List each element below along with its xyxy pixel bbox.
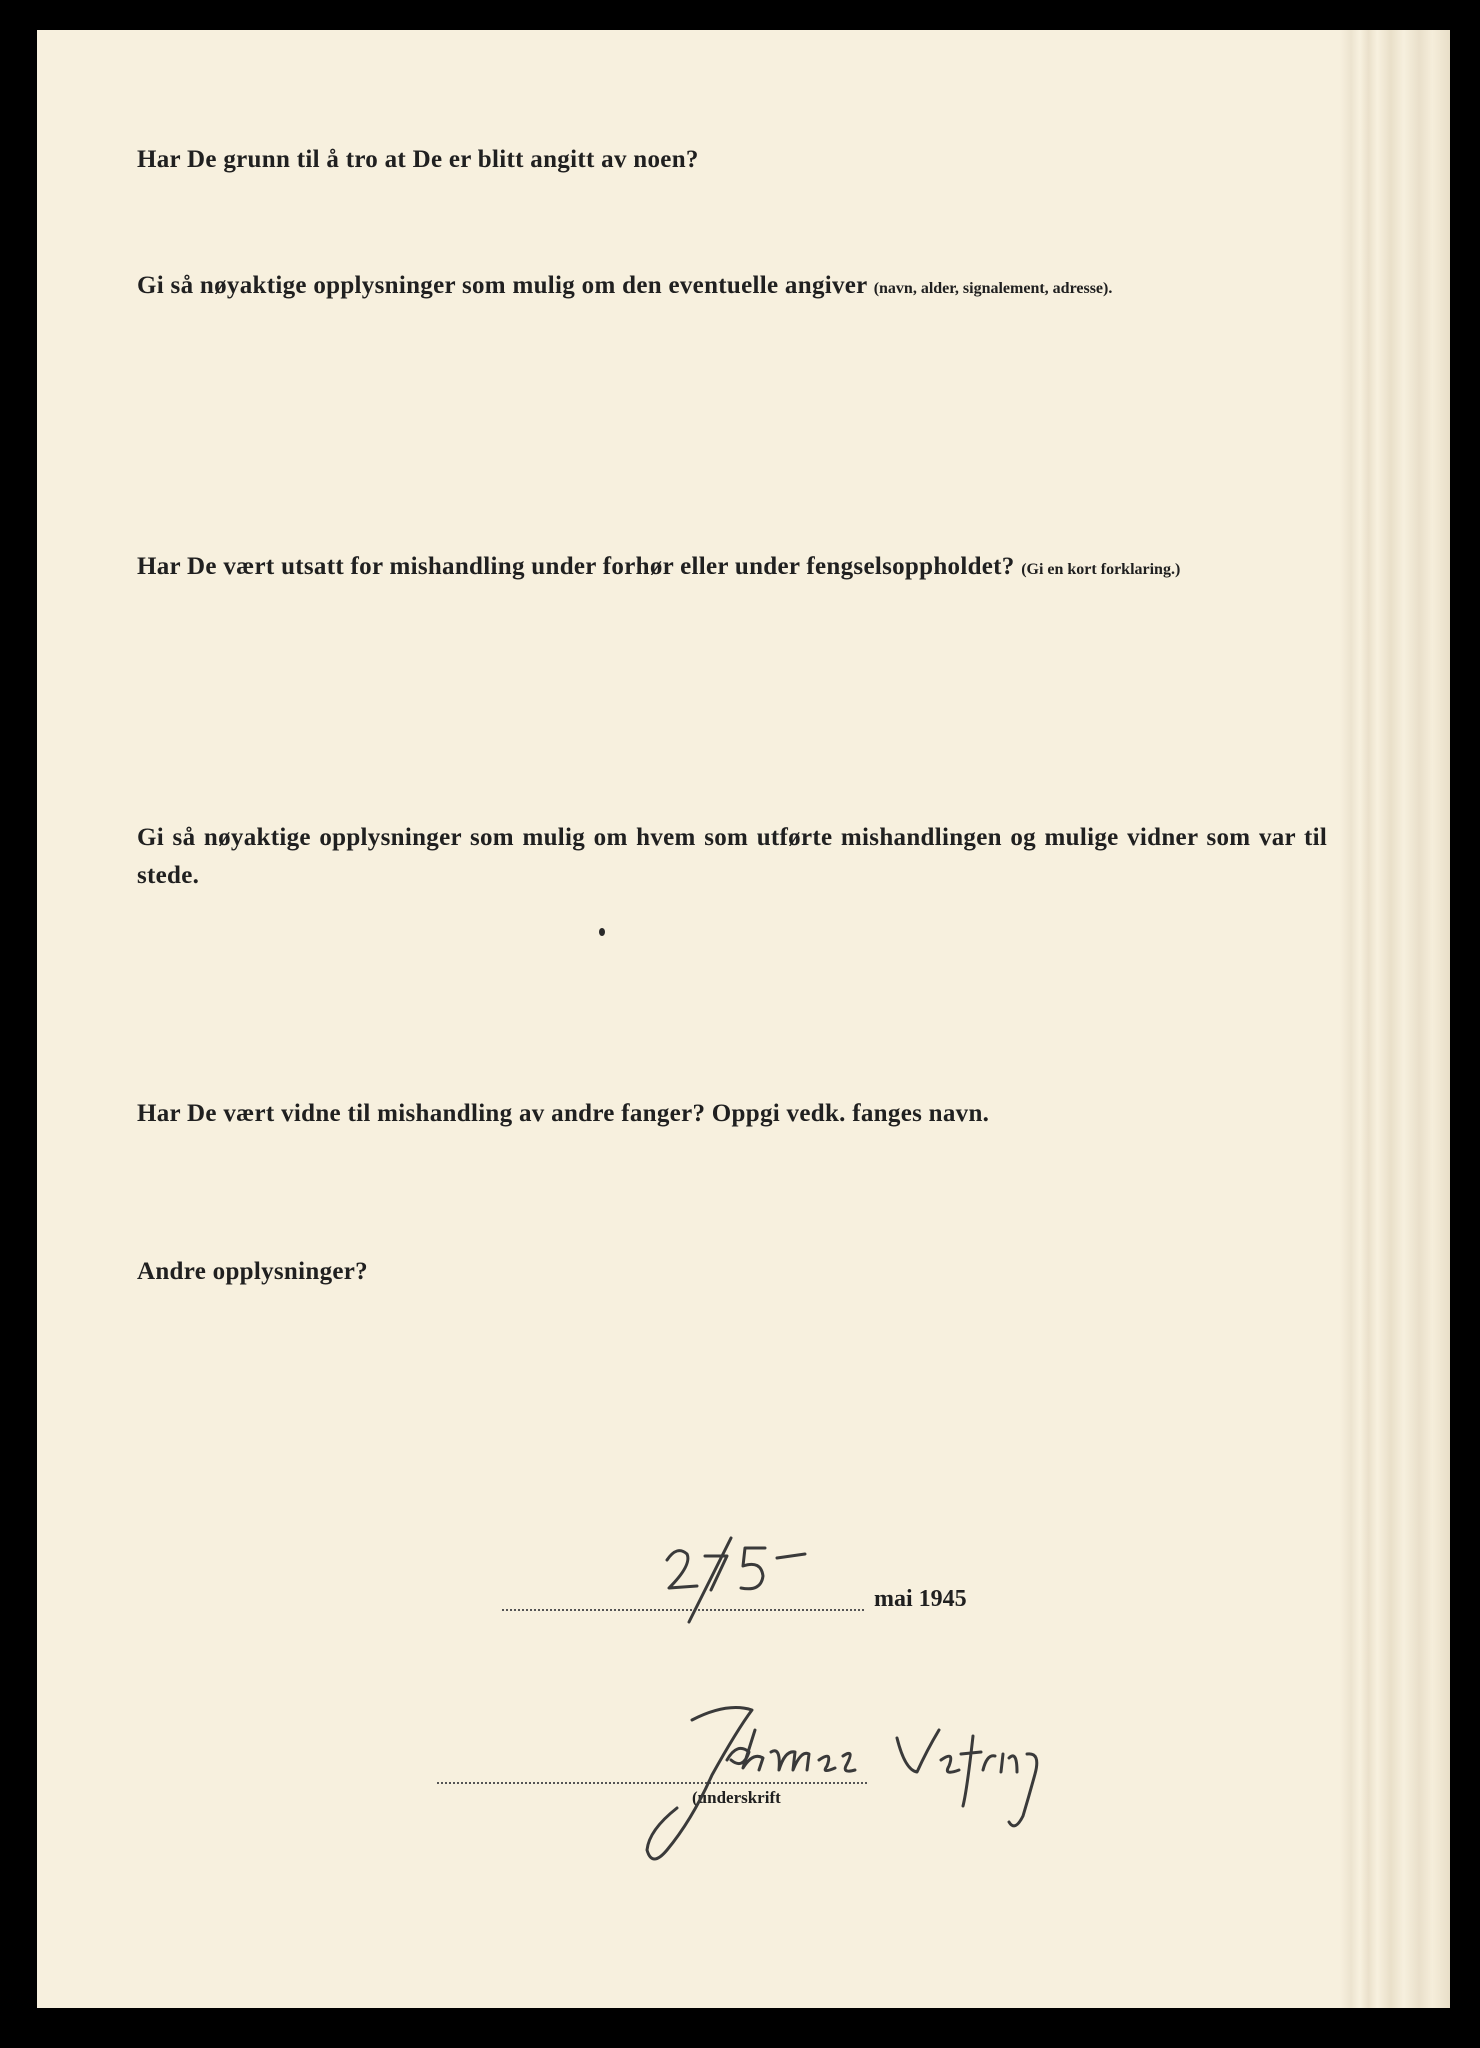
question-informer-note: (navn, alder, signalement, adresse). [873, 280, 1113, 297]
question-perpetrators: Gi så nøyaktige opplysninger som mulig om hvem som utførte mishandlingen og mulige vidner som var til stede. [137, 824, 1328, 889]
question-mistreatment [137, 553, 1180, 581]
signature-dotted-line [437, 1758, 867, 1784]
handwriting-layer [37, 30, 1450, 2008]
question-mistreatment-note: (Gi en kort forklaring.) [1021, 561, 1181, 578]
question-other-info: Andre opplysninger? [137, 1258, 368, 1285]
date-dotted-line [502, 1585, 864, 1611]
date-line [502, 1585, 967, 1611]
form-page [37, 30, 1450, 2008]
signature-label: (underskrift [692, 1788, 781, 1807]
date-digit-2 [667, 1551, 697, 1588]
question-mistreatment-text: Har De vært utsatt for mishandling under forhør eller under fengselsoppholdet? [137, 553, 1015, 580]
signature-surname [941, 1736, 1037, 1826]
date-printed-label: mai 1945 [874, 1586, 967, 1612]
signature-initial-v [897, 1730, 939, 1772]
date-digit-5 [741, 1548, 765, 1589]
ink-speck [599, 928, 605, 936]
question-witness: Har De vært vidne til mishandling av andre fanger? Oppgi vedk. fanges navn. [137, 1100, 990, 1127]
question-denounced: Har De grunn til å tro at De er blitt angitt av noen? [137, 146, 699, 173]
page-edge-shading [1340, 30, 1450, 2008]
question-informer-details [137, 272, 1112, 300]
date-dash [777, 1554, 805, 1558]
question-informer-text: Gi så nøyaktige opplysninger som mulig om den eventuelle angiver [137, 272, 868, 299]
